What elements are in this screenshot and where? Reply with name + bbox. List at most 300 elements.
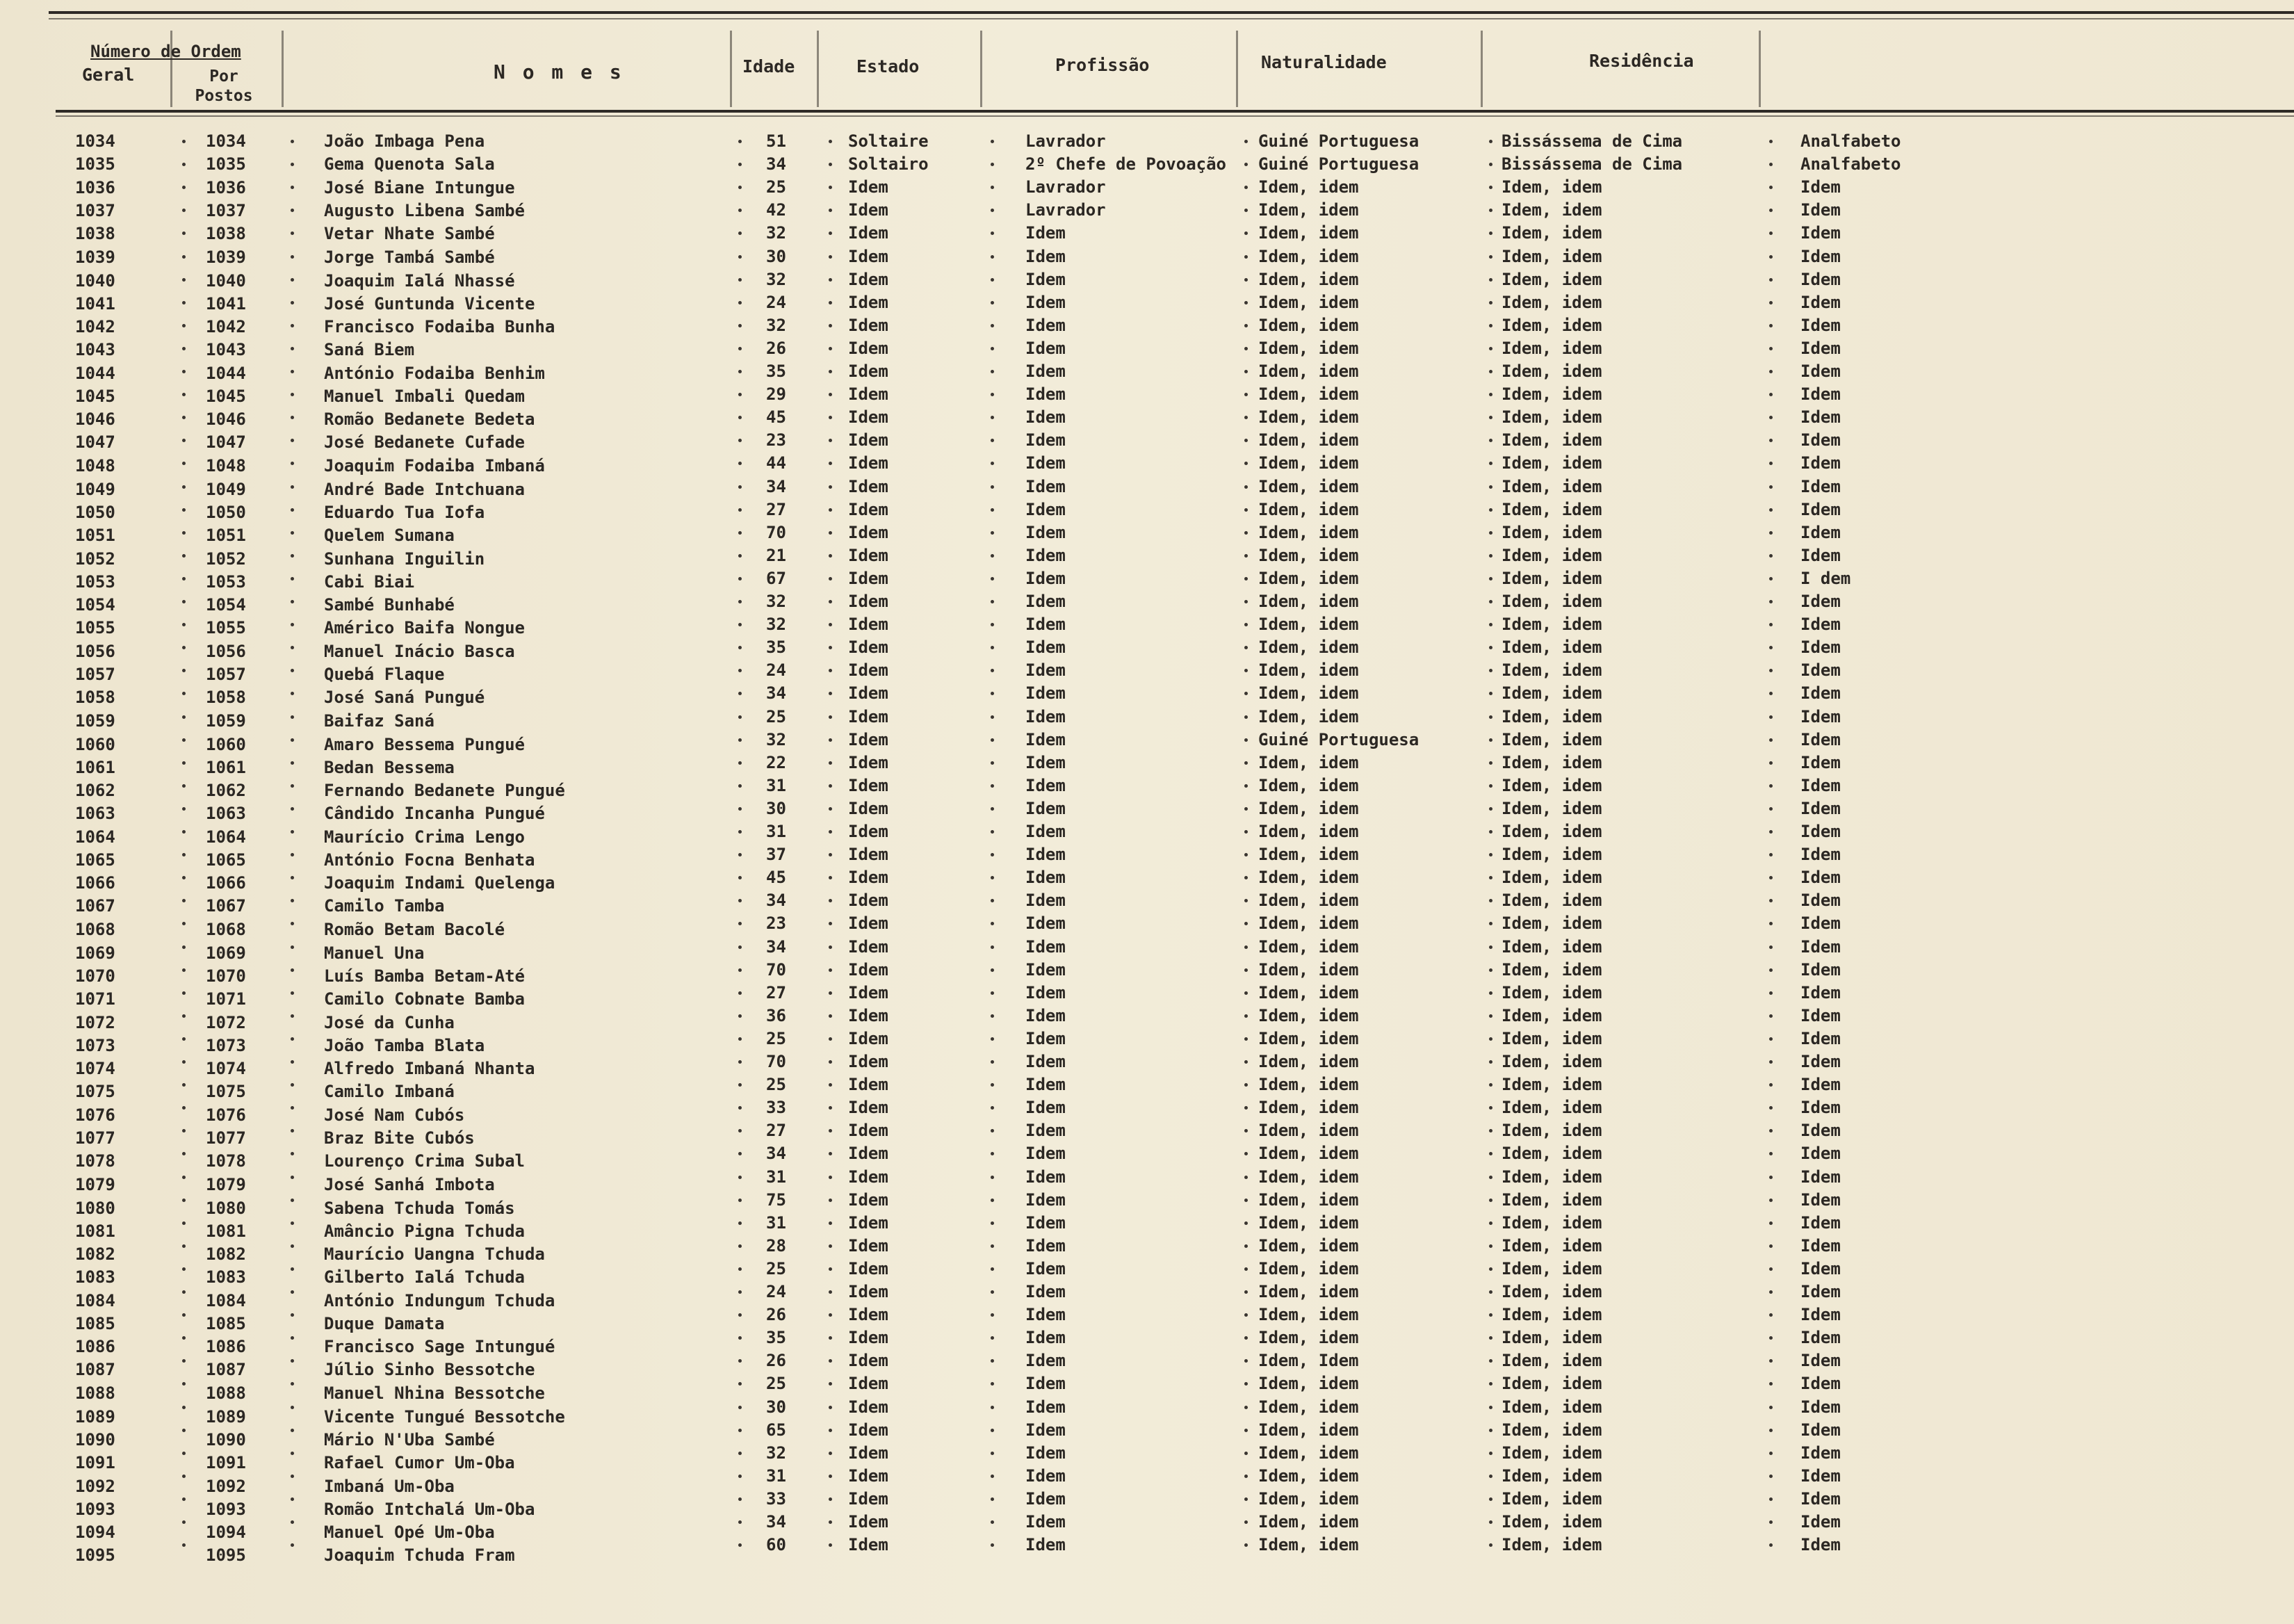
table-row (0, 1074, 2294, 1102)
header-geral: Geral (82, 65, 135, 85)
column-dot (829, 393, 832, 396)
column-dot (1244, 232, 1248, 235)
cell-naturalidade: Idem, idem (1258, 430, 1359, 450)
column-dot (738, 1176, 742, 1179)
cell-residencia: Idem, idem (1502, 292, 1602, 312)
cell-estado: Idem (848, 798, 888, 818)
cell-habilitacoes: Idem (1800, 1420, 1841, 1440)
column-dot (1489, 1267, 1492, 1271)
cell-residencia: Idem, idem (1502, 269, 1602, 289)
cell-estado: Idem (848, 660, 888, 681)
column-dot (1489, 393, 1492, 396)
column-dot (829, 1037, 832, 1041)
cell-nome: António Fodaiba Benhim (324, 364, 545, 383)
cell-habilitacoes: Idem (1800, 1258, 1841, 1278)
cell-nome: Manuel Inácio Basca (324, 642, 515, 662)
cell-profissao: Idem (1025, 1282, 1066, 1301)
cell-nome: Alfredo Imbaná Nhanta (324, 1059, 535, 1078)
column-dot (1769, 278, 1773, 282)
cell-geral: 1056 (75, 642, 115, 662)
cell-profissao: Idem (1025, 1005, 1066, 1025)
cell-estado: Idem (848, 1420, 888, 1440)
column-dot (182, 646, 186, 649)
cell-profissao: Idem (1025, 430, 1066, 450)
cell-estado: Idem (848, 982, 888, 1002)
table-row (0, 614, 2294, 637)
cell-habilitacoes: Idem (1800, 1189, 1841, 1210)
column-dot (1769, 1060, 1773, 1064)
column-dot (182, 830, 186, 834)
cell-profissao: Idem (1025, 798, 1066, 818)
col-sep (1759, 31, 1761, 107)
column-dot (829, 1290, 832, 1294)
column-dot (738, 1452, 742, 1455)
cell-profissao: Idem (1025, 1167, 1066, 1187)
cell-geral: 1076 (75, 1105, 115, 1126)
cell-naturalidade: Idem, idem (1258, 476, 1359, 496)
cell-habilitacoes: Idem (1800, 1512, 1841, 1532)
cell-nome: José Sanhá Imbota (324, 1174, 495, 1194)
cell-residencia: Idem, idem (1502, 177, 1602, 197)
column-dot (291, 1543, 294, 1547)
column-dot (991, 1106, 994, 1110)
column-dot (1244, 1452, 1248, 1455)
cell-nome: Eduardo Tua Iofa (324, 502, 485, 522)
column-dot (829, 1336, 832, 1340)
cell-geral: 1075 (75, 1082, 115, 1102)
cell-estado: Soltaire (848, 131, 929, 151)
cell-nome: Maurício Uangna Tchuda (324, 1244, 545, 1264)
cell-por-postos: 1066 (206, 873, 246, 893)
cell-nome: Quebá Flaque (324, 665, 445, 685)
column-dot (1489, 255, 1492, 259)
column-dot (291, 991, 294, 995)
cell-residencia: Idem, idem (1502, 246, 1602, 266)
cell-naturalidade: Idem, idem (1258, 1189, 1359, 1210)
column-dot (182, 255, 186, 259)
cell-estado: Idem (848, 959, 888, 980)
cell-nome: Camilo Cobnate Bamba (324, 989, 525, 1009)
cell-profissao: Idem (1025, 1075, 1066, 1095)
column-dot (738, 968, 742, 972)
cell-por-postos: 1072 (206, 1012, 246, 1032)
cell-naturalidade: Idem, idem (1258, 223, 1359, 243)
cell-residencia: Idem, idem (1502, 891, 1602, 911)
cell-habilitacoes: Idem (1800, 1121, 1841, 1141)
column-dot (1244, 416, 1248, 419)
cell-residencia: Idem, idem (1502, 338, 1602, 358)
cell-residencia: Idem, idem (1502, 706, 1602, 726)
column-dot (1489, 1221, 1492, 1225)
column-dot (991, 439, 994, 442)
cell-habilitacoes: Idem (1800, 1075, 1841, 1095)
column-dot (182, 1520, 186, 1524)
cell-profissao: Idem (1025, 1374, 1066, 1394)
cell-estado: Idem (848, 292, 888, 312)
column-dot (738, 623, 742, 626)
cell-idade: 27 (766, 1121, 786, 1141)
cell-nome: António Focna Benhata (324, 850, 535, 870)
cell-naturalidade: Idem, idem (1258, 959, 1359, 980)
cell-profissao: Idem (1025, 1189, 1066, 1210)
cell-idade: 32 (766, 1443, 786, 1463)
table-row (0, 1167, 2294, 1194)
cell-geral: 1080 (75, 1198, 115, 1218)
column-dot (991, 278, 994, 282)
cell-naturalidade: Idem, idem (1258, 246, 1359, 266)
cell-geral: 1041 (75, 293, 115, 314)
cell-naturalidade: Idem, idem (1258, 407, 1359, 428)
column-dot (1489, 669, 1492, 672)
cell-por-postos: 1078 (206, 1151, 246, 1171)
column-dot (1489, 1452, 1492, 1455)
table-row (0, 453, 2294, 476)
cell-residencia: Idem, idem (1502, 1305, 1602, 1325)
cell-habilitacoes: Idem (1800, 638, 1841, 658)
cell-nome: António Indungum Tchuda (324, 1291, 555, 1310)
column-dot (1769, 1520, 1773, 1524)
column-dot (291, 255, 294, 259)
cell-por-postos: 1067 (206, 896, 246, 916)
column-dot (738, 370, 742, 373)
table-row (0, 1028, 2294, 1055)
column-dot (1489, 623, 1492, 626)
cell-idade: 25 (766, 1258, 786, 1278)
cell-estado: Idem (848, 1351, 888, 1371)
column-dot (738, 1106, 742, 1110)
column-dot (291, 209, 294, 212)
table-row (0, 752, 2294, 775)
column-dot (829, 1497, 832, 1501)
cell-por-postos: 1048 (206, 456, 246, 476)
table-row (0, 821, 2294, 847)
column-dot (291, 1290, 294, 1294)
column-dot (738, 1290, 742, 1294)
cell-profissao: Idem (1025, 1305, 1066, 1325)
column-dot (291, 646, 294, 649)
table-row (0, 867, 2294, 893)
cell-nome: João Imbaga Pena (324, 131, 485, 151)
cell-idade: 34 (766, 683, 786, 704)
table-row (0, 1420, 2294, 1450)
column-dot (829, 1060, 832, 1064)
cell-nome: José Saná Pungué (324, 688, 485, 708)
cell-naturalidade: Idem, idem (1258, 499, 1359, 519)
cell-habilitacoes: Idem (1800, 891, 1841, 911)
cell-idade: 34 (766, 1144, 786, 1164)
column-dot (291, 1359, 294, 1363)
column-dot (1244, 1176, 1248, 1179)
cell-por-postos: 1091 (206, 1452, 246, 1472)
cell-idade: 31 (766, 775, 786, 795)
cell-profissao: Idem (1025, 638, 1066, 658)
cell-geral: 1045 (75, 387, 115, 407)
column-dot (991, 922, 994, 925)
cell-profissao: Idem (1025, 683, 1066, 704)
column-dot (291, 1244, 294, 1248)
cell-habilitacoes: Idem (1800, 1005, 1841, 1025)
cell-residencia: Idem, idem (1502, 752, 1602, 772)
cell-naturalidade: Idem, idem (1258, 775, 1359, 795)
column-dot (991, 416, 994, 419)
cell-naturalidade: Idem, idem (1258, 338, 1359, 358)
cell-profissao: Idem (1025, 362, 1066, 381)
cell-nome: Romão Intchalá Um-Oba (324, 1499, 535, 1519)
cell-idade: 32 (766, 729, 786, 749)
cell-naturalidade: Idem, idem (1258, 660, 1359, 681)
cell-habilitacoes: Idem (1800, 476, 1841, 496)
column-dot (991, 531, 994, 535)
column-dot (829, 1359, 832, 1363)
cell-idade: 26 (766, 1305, 786, 1325)
column-dot (182, 945, 186, 949)
cell-residencia: Idem, idem (1502, 545, 1602, 565)
cell-naturalidade: Idem, idem (1258, 1167, 1359, 1187)
column-dot (1769, 370, 1773, 373)
column-dot (829, 830, 832, 834)
column-dot (1769, 462, 1773, 465)
cell-residencia: Idem, idem (1502, 1212, 1602, 1233)
cell-estado: Idem (848, 1052, 888, 1071)
column-dot (1769, 1106, 1773, 1110)
cell-geral: 1039 (75, 247, 115, 267)
cell-idade: 22 (766, 752, 786, 772)
column-dot (991, 1014, 994, 1018)
cell-naturalidade: Idem, idem (1258, 1443, 1359, 1463)
cell-nome: Augusto Libena Sambé (324, 201, 525, 221)
column-dot (182, 1429, 186, 1432)
cell-naturalidade: Guiné Portuguesa (1258, 729, 1419, 749)
column-dot (1769, 715, 1773, 719)
column-dot (1769, 600, 1773, 603)
column-dot (182, 1106, 186, 1110)
cell-habilitacoes: Idem (1800, 660, 1841, 681)
column-dot (182, 1267, 186, 1271)
table-row (0, 1511, 2294, 1542)
column-dot (738, 899, 742, 902)
column-dot (1244, 1497, 1248, 1501)
column-dot (182, 623, 186, 626)
cell-residencia: Idem, idem (1502, 223, 1602, 243)
column-dot (1244, 370, 1248, 373)
column-dot (1769, 1475, 1773, 1478)
cell-profissao: Idem (1025, 1512, 1066, 1532)
column-dot (1489, 715, 1492, 719)
column-dot (1244, 692, 1248, 695)
cell-estado: Idem (848, 1075, 888, 1095)
column-dot (1769, 1244, 1773, 1248)
cell-geral: 1067 (75, 896, 115, 916)
cell-residencia: Idem, idem (1502, 1189, 1602, 1210)
cell-estado: Idem (848, 683, 888, 704)
column-dot (991, 899, 994, 902)
column-dot (1489, 577, 1492, 580)
column-dot (1244, 1359, 1248, 1363)
column-dot (1244, 1290, 1248, 1294)
column-dot (1244, 830, 1248, 834)
cell-geral: 1058 (75, 688, 115, 708)
cell-por-postos: 1038 (206, 224, 246, 244)
cell-naturalidade: Idem, idem (1258, 1420, 1359, 1440)
cell-por-postos: 1050 (206, 502, 246, 522)
column-dot (1244, 163, 1248, 166)
cell-residencia: Idem, idem (1502, 914, 1602, 934)
cell-naturalidade: Idem, idem (1258, 1512, 1359, 1532)
table-row (0, 844, 2294, 870)
column-dot (991, 1290, 994, 1294)
column-dot (1244, 738, 1248, 742)
column-dot (182, 1290, 186, 1294)
cell-por-postos: 1074 (206, 1059, 246, 1078)
cell-por-postos: 1037 (206, 201, 246, 221)
cell-geral: 1055 (75, 618, 115, 638)
cell-geral: 1079 (75, 1174, 115, 1194)
column-dot (1244, 807, 1248, 811)
column-dot (738, 1406, 742, 1409)
cell-habilitacoes: Idem (1800, 315, 1841, 335)
column-dot (1489, 531, 1492, 535)
cell-por-postos: 1087 (206, 1360, 246, 1380)
column-dot (738, 508, 742, 512)
column-dot (738, 692, 742, 695)
column-dot (291, 692, 294, 695)
column-dot (1489, 508, 1492, 512)
column-dot (991, 1543, 994, 1547)
column-dot (1244, 1199, 1248, 1202)
table-row (0, 269, 2294, 292)
column-dot (829, 715, 832, 719)
cell-geral: 1052 (75, 549, 115, 569)
column-dot (829, 324, 832, 327)
column-dot (291, 1429, 294, 1432)
column-dot (1489, 1429, 1492, 1432)
cell-por-postos: 1080 (206, 1198, 246, 1218)
column-dot (182, 899, 186, 902)
column-dot (829, 692, 832, 695)
cell-idade: 32 (766, 223, 786, 243)
cell-naturalidade: Idem, idem (1258, 706, 1359, 726)
header-residencia: Residência (1589, 51, 1694, 71)
header-bottom-rule-thin (56, 115, 2294, 117)
column-dot (738, 1429, 742, 1432)
cell-habilitacoes: Idem (1800, 798, 1841, 818)
column-dot (991, 347, 994, 350)
column-dot (182, 1129, 186, 1132)
cell-por-postos: 1062 (206, 780, 246, 800)
cell-residencia: Idem, idem (1502, 430, 1602, 450)
cell-naturalidade: Idem, idem (1258, 315, 1359, 335)
cell-idade: 67 (766, 568, 786, 588)
cell-idade: 32 (766, 592, 786, 611)
column-dot (1769, 255, 1773, 259)
cell-idade: 30 (766, 246, 786, 266)
cell-profissao: Idem (1025, 1328, 1066, 1348)
column-dot (182, 140, 186, 143)
column-dot (738, 1060, 742, 1064)
cell-estado: Idem (848, 729, 888, 749)
column-dot (1489, 186, 1492, 189)
column-dot (291, 1520, 294, 1524)
cell-idade: 30 (766, 1397, 786, 1417)
column-dot (829, 140, 832, 143)
column-dot (738, 1382, 742, 1386)
cell-idade: 29 (766, 384, 786, 405)
column-dot (1769, 853, 1773, 856)
column-dot (291, 140, 294, 143)
table-row (0, 936, 2294, 963)
column-dot (291, 439, 294, 442)
cell-habilitacoes: Idem (1800, 1374, 1841, 1394)
cell-naturalidade: Idem, idem (1258, 522, 1359, 542)
cell-residencia: Idem, idem (1502, 1052, 1602, 1071)
table-row (0, 292, 2294, 315)
column-dot (1244, 209, 1248, 212)
column-dot (182, 1199, 186, 1202)
cell-por-postos: 1064 (206, 827, 246, 847)
cell-residencia: Idem, idem (1502, 1235, 1602, 1256)
cell-residencia: Idem, idem (1502, 660, 1602, 681)
column-dot (829, 922, 832, 925)
column-dot (829, 1543, 832, 1547)
col-sep (282, 31, 284, 107)
cell-geral: 1038 (75, 224, 115, 244)
cell-profissao: Idem (1025, 453, 1066, 473)
column-dot (829, 1221, 832, 1225)
cell-idade: 34 (766, 891, 786, 911)
table-row (0, 315, 2294, 338)
cell-idade: 60 (766, 1535, 786, 1555)
cell-naturalidade: Idem, idem (1258, 936, 1359, 957)
cell-profissao: Idem (1025, 1465, 1066, 1486)
column-dot (738, 232, 742, 235)
column-dot (182, 761, 186, 765)
column-dot (991, 1475, 994, 1478)
column-dot (1489, 692, 1492, 695)
cell-nome: Braz Bite Cubós (324, 1128, 475, 1148)
column-dot (829, 232, 832, 235)
cell-estado: Idem (848, 638, 888, 658)
table-row (0, 568, 2294, 591)
column-dot (1769, 1543, 1773, 1547)
cell-profissao: Idem (1025, 1258, 1066, 1278)
cell-naturalidade: Idem, idem (1258, 1212, 1359, 1233)
cell-por-postos: 1036 (206, 178, 246, 198)
column-dot (1769, 761, 1773, 765)
cell-habilitacoes: Idem (1800, 729, 1841, 749)
cell-habilitacoes: Idem (1800, 868, 1841, 888)
column-dot (829, 370, 832, 373)
cell-profissao: Idem (1025, 269, 1066, 289)
cell-por-postos: 1040 (206, 270, 246, 291)
cell-naturalidade: Idem, idem (1258, 200, 1359, 220)
cell-habilitacoes: Idem (1800, 1328, 1841, 1348)
column-dot (1769, 807, 1773, 811)
cell-por-postos: 1049 (206, 479, 246, 499)
column-dot (291, 1083, 294, 1087)
column-dot (829, 1106, 832, 1110)
column-dot (1769, 347, 1773, 350)
column-dot (1244, 278, 1248, 282)
cell-habilitacoes: Idem (1800, 1535, 1841, 1555)
cell-naturalidade: Idem, Idem (1258, 1351, 1359, 1371)
column-dot (1244, 1429, 1248, 1432)
cell-profissao: Idem (1025, 845, 1066, 865)
cell-profissao: Idem (1025, 729, 1066, 749)
column-dot (829, 554, 832, 558)
cell-idade: 51 (766, 131, 786, 151)
column-dot (1489, 370, 1492, 373)
column-dot (738, 531, 742, 535)
